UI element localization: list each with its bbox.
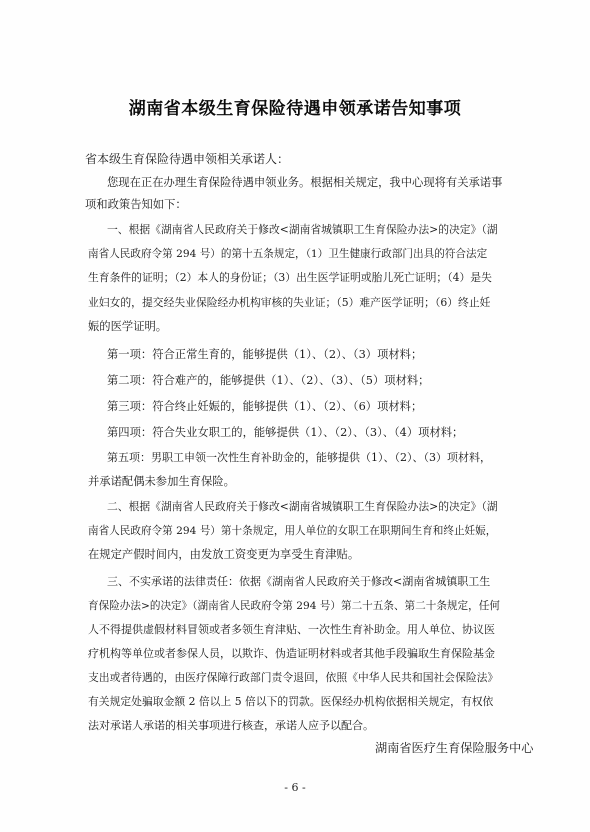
body-line: 育保险办法>的决定》（湖南省人民政府令第 294 号）第二十五条、第二十条规定，任何 (88, 600, 500, 612)
body-line: 疗机构等单位或者参保人员，以欺诈、伪造证明材料或者其他手段骗取生育保险基金 (88, 647, 495, 660)
body-line: 南省人民政府令第 294 号）第十条规定，用人单位的女职工在职期间生育和终止妊娠， (88, 525, 497, 537)
body-line: 第二项：符合难产的，能够提供（1）、（2）、（3）、（5）项材料； (107, 374, 430, 387)
body-line: 支出或者待遇的，由医疗保障行政部门责令退回，依照《中华人民共和国社会保险法》 (88, 671, 499, 684)
issuer-signature: 湖南省医疗生育保险服务中心 (375, 741, 534, 755)
body-line: 二、根据《湖南省人民政府关于修改<湖南省城镇职工生育保险办法>的决定》（湖 (107, 500, 498, 513)
body-line: 娠的医学证明。 (88, 320, 168, 333)
page-number: - 6 - (284, 781, 306, 794)
body-line: 人不得提供虚假材料冒领或者多领生育津贴、一次性生育补助金。用人单位、协议医 (88, 623, 495, 636)
body-line: 项和政策告知如下： (85, 198, 187, 211)
body-line: 业妇女的，提交经失业保险经办机构审核的失业证；（5）难产医学证明；（6）终止妊 (88, 296, 491, 309)
salutation-line: 省本级生育保险待遇申领相关承诺人： (85, 152, 290, 166)
body-line: 一、根据《湖南省人民政府关于修改<湖南省城镇职工生育保险办法>的决定》（湖 (107, 223, 498, 236)
body-line: 第五项：男职工申领一次性生育补助金的，能够提供（1）、（2）、（3）项材料， (107, 451, 491, 464)
body-line: 并承诺配偶未参加生育保险。 (88, 475, 235, 488)
body-line: 法对承诺人承诺的相关事项进行核查，承诺人应予以配合。 (88, 719, 374, 732)
body-line: 南省人民政府令第 294 号）的第十五条规定，（1）卫生健康行政部门出具的符合法定 (88, 248, 488, 260)
body-line: 第三项：符合终止妊娠的，能够提供（1）、（2）、（6）项材料； (107, 400, 423, 413)
body-line: 在规定产假时间内，由发放工资变更为享受生育津贴。 (88, 548, 360, 561)
body-line: 第一项：符合正常生育的，能够提供（1）、（2）、（3）项材料； (107, 348, 423, 361)
body-line: 您现在正在办理生育保险待遇申领业务。根据相关规定，我中心现将有关承诺事 (107, 176, 503, 189)
body-line: 第四项：符合失业女职工的，能够提供（1）、（2）、（3）、（4）项材料； (107, 426, 464, 439)
body-line: 生育条件的证明；（2）本人的身份证；（3）出生医学证明或胎儿死亡证明；（4）是失 (88, 271, 492, 284)
body-line: 三、不实承诺的法律责任：依据《湖南省人民政府关于修改<湖南省城镇职工生 (107, 575, 491, 588)
document-title: 湖南省本级生育保险待遇申领承诺告知事项 (128, 99, 462, 119)
body-line: 有关规定处骗取金额 2 倍以上 5 倍以下的罚款。医保经办机构依据相关规定，有权依 (88, 695, 494, 708)
